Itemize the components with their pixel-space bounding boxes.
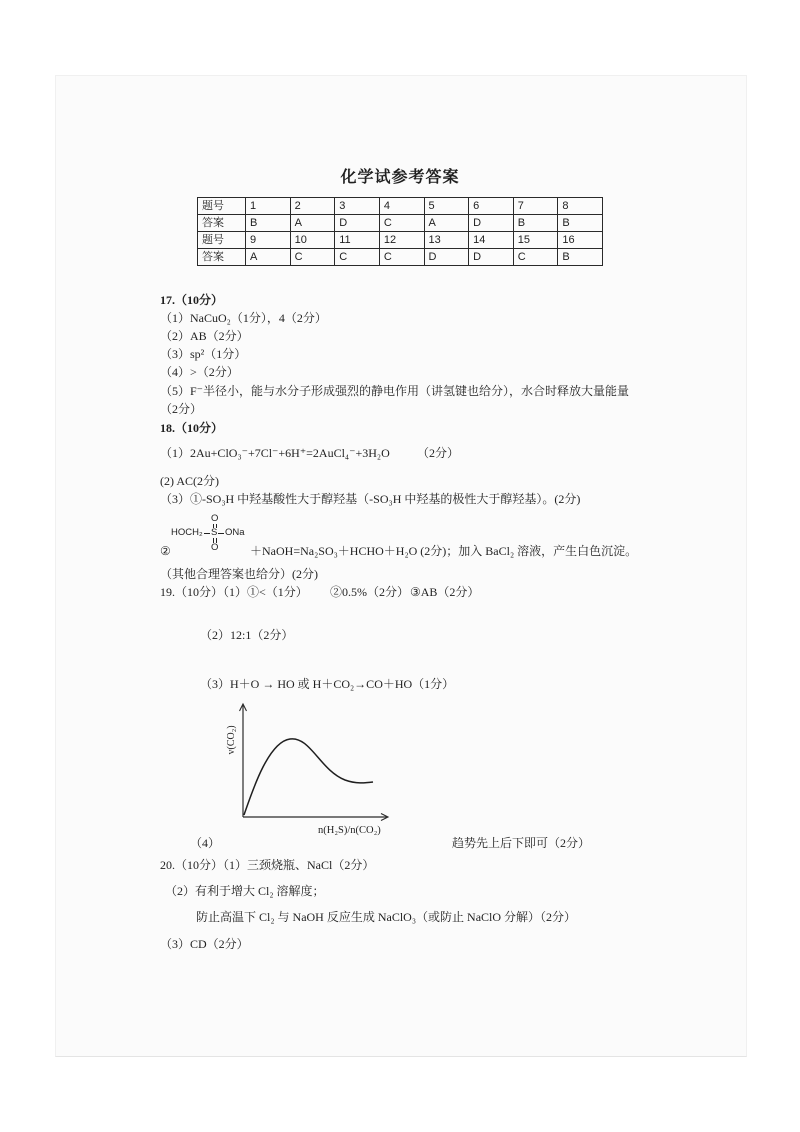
row-header-cell: 答案 [198, 249, 246, 266]
x-axis-label: n(H₂S)/n(CO₂) [318, 825, 381, 836]
row-header-cell: 题号 [198, 232, 246, 249]
table-cell: D [469, 249, 514, 266]
q19-answer-1a: 19.（10分）（1）①<（1分） [160, 585, 308, 599]
answer-table [197, 197, 603, 266]
table-cell: 1 [246, 198, 291, 215]
table-cell: 13 [424, 232, 469, 249]
q18-equation: （1）2Au+ClO₃⁻+7Cl⁻+6H⁺=2AuCl₄⁻+3H₂O [160, 446, 390, 460]
q17-answer-5: （5）F⁻半径小，能与水分子形成强烈的静电作用（讲氢键也给分），水合时释放大量能量 [160, 384, 630, 398]
q19-answer-1c: ③AB（2分） [410, 585, 480, 599]
q20-answer-3: （3）CD（2分） [160, 937, 249, 951]
rate-curve [244, 739, 373, 815]
page-title: 化学试参考答案 [340, 169, 460, 186]
q18-answer-3-2: ＋NaOH=Na₂SO₃＋HCHO＋H₂O (2分)；加入 BaCl₂ 溶液，产生白色沉淀。 [250, 544, 638, 558]
y-axis-label: v(CO₂) [226, 725, 237, 755]
table-cell: B [246, 215, 291, 232]
table-cell: 15 [513, 232, 558, 249]
table-cell: 11 [335, 232, 380, 249]
table-cell: 8 [558, 198, 603, 215]
q18-header: 18.（10分） [160, 421, 224, 435]
q18-answer-3-2-marker: ② [160, 544, 171, 558]
table-cell: 10 [290, 232, 335, 249]
row-header-cell: 题号 [198, 198, 246, 215]
structure-bond-left [204, 533, 210, 534]
q18-answer-2: (2) AC(2分) [160, 474, 219, 488]
table-cell: A [424, 215, 469, 232]
table-cell: B [513, 215, 558, 232]
structure-left-group: HOCH₂ [171, 527, 203, 538]
structure-right-group: ONa [225, 527, 245, 538]
q19-answer-3: （3）H＋O → HO 或 H＋CO₂→CO＋HO（1分） [200, 677, 455, 691]
table-cell: C [513, 249, 558, 266]
table-cell: B [558, 215, 603, 232]
structure-sulfur: S [211, 527, 218, 538]
table-cell: D [424, 249, 469, 266]
q19-answer-1b: ②0.5%（2分） [330, 585, 409, 599]
q17-answer-5-score: （2分） [160, 402, 203, 416]
table-row [198, 215, 603, 232]
rate-sketch-graph [222, 700, 392, 824]
q17-answer-2: （2）AB（2分） [160, 329, 249, 343]
q20-answer-2b: 防止高温下 Cl₂ 与 NaOH 反应生成 NaClO₃（或防止 NaClO 分解）（2分） [196, 910, 577, 924]
q17-answer-4: （4）>（2分） [160, 365, 239, 379]
table-cell: C [290, 249, 335, 266]
table-cell: 7 [513, 198, 558, 215]
table-cell: 14 [469, 232, 514, 249]
table-cell: C [379, 215, 424, 232]
structure-bond-right [218, 533, 224, 534]
row-header-cell: 答案 [198, 215, 246, 232]
q18-equation-score: （2分） [417, 446, 460, 460]
table-cell: D [469, 215, 514, 232]
q18-note: （其他合理答案也给分）(2分) [160, 567, 318, 581]
structure-bottom-oxygen: O [211, 542, 219, 553]
q20-answer-1: 20.（10分）（1）三颈烧瓶、NaCl（2分） [160, 858, 375, 872]
table-cell: A [246, 249, 291, 266]
table-cell: 3 [335, 198, 380, 215]
q18-answer-3-1: （3）①-SO₃H 中羟基酸性大于醇羟基（-SO₃H 中羟基的极性大于醇羟基）。(2分) [160, 492, 581, 506]
table-row [198, 198, 603, 215]
q20-answer-2a: 有利于增大 Cl₂ 溶解度； [195, 884, 325, 898]
q17-answer-1: （1）NaCuO₂（1分），4（2分） [160, 311, 327, 325]
structure-top-oxygen: O [211, 513, 219, 524]
q17-answer-3: （3）sp²（1分） [160, 347, 247, 361]
q19-answer-4: 趋势先上后下即可（2分） [452, 836, 591, 850]
table-row [198, 232, 603, 249]
q20-answer-2-marker: （2） [165, 884, 196, 898]
table-cell: C [335, 249, 380, 266]
table-cell: 16 [558, 232, 603, 249]
table-cell: 6 [469, 198, 514, 215]
q19-answer-2: （2）12:1（2分） [200, 628, 294, 642]
table-cell: 12 [379, 232, 424, 249]
table-row [198, 249, 603, 266]
q17-header: 17.（10分） [160, 293, 224, 307]
table-cell: 5 [424, 198, 469, 215]
table-cell: C [379, 249, 424, 266]
table-cell: 4 [379, 198, 424, 215]
table-cell: D [335, 215, 380, 232]
table-cell: 2 [290, 198, 335, 215]
table-cell: A [290, 215, 335, 232]
table-cell: 9 [246, 232, 291, 249]
table-cell: B [558, 249, 603, 266]
q19-answer-4-marker: （4） [190, 836, 221, 850]
